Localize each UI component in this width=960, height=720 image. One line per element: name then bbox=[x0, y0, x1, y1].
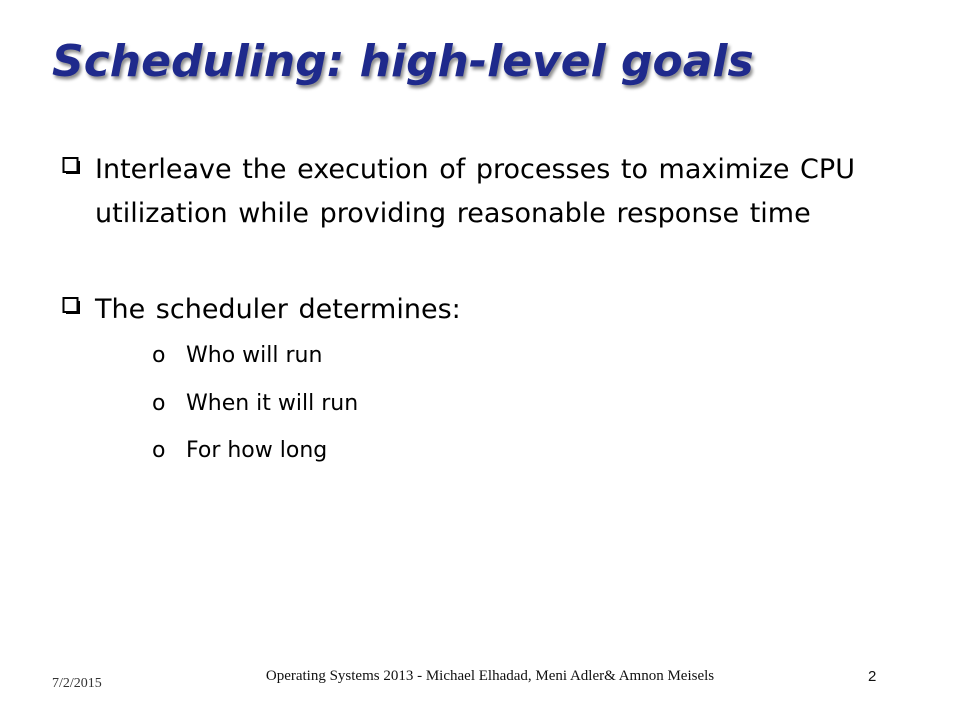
sub-bullet-text: Who will run bbox=[186, 343, 323, 368]
slide-title: Scheduling: high-level goals bbox=[52, 36, 754, 87]
sub-bullet-item bbox=[152, 391, 358, 416]
bullet-item bbox=[62, 288, 461, 332]
checkbox-icon bbox=[62, 148, 84, 178]
sub-bullet-text: When it will run bbox=[186, 391, 359, 416]
footer-date: 7/2/2015 bbox=[52, 676, 102, 691]
bullet-text: The scheduler determines: bbox=[95, 294, 461, 325]
bullet-text: Interleave the execution of processes to maximize CPU utilization while providing reasonable response time bbox=[95, 154, 855, 229]
sub-bullet-marker: o bbox=[152, 343, 166, 368]
sub-bullet-item bbox=[152, 438, 327, 463]
bullet-item bbox=[62, 148, 922, 236]
sub-bullet-marker: o bbox=[152, 391, 166, 416]
checkbox-icon bbox=[62, 288, 84, 318]
sub-bullet-text: For how long bbox=[186, 438, 328, 463]
sub-bullet-item bbox=[152, 343, 322, 368]
sub-bullet-marker: o bbox=[152, 438, 166, 463]
footer-credit: Operating Systems 2013 - Michael Elhadad, Meni Adler& Amnon Meisels bbox=[265, 668, 715, 684]
page-number: 2 bbox=[868, 668, 877, 685]
